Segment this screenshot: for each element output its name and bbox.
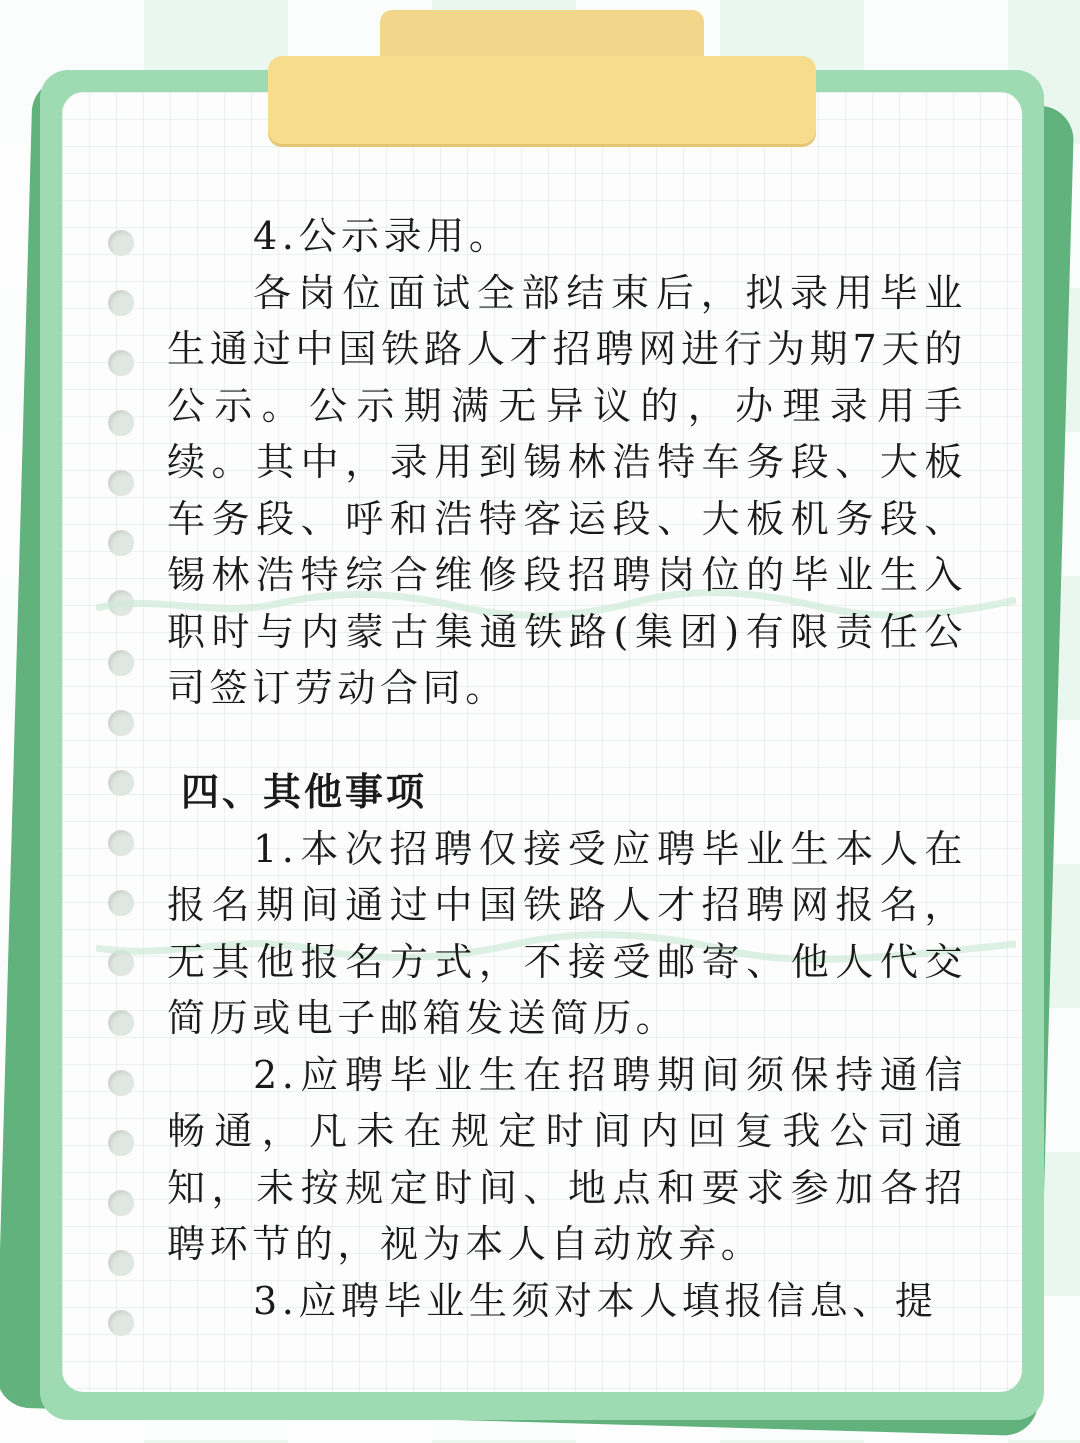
binder-ring (108, 230, 134, 256)
binder-ring (108, 1070, 134, 1096)
paragraph: 4.公示录用。 (253, 214, 512, 258)
binder-ring (108, 1130, 134, 1156)
paragraph: 各岗位面试全部结束后，拟录用毕业生通过中国铁路人才招聘网进行为期7天的公示。公示期满无异议的，办理录用手续。其中，录用到锡林浩特车务段、大板车务段、呼和浩特客运段、大板机务段、锡林浩特综合维修段招聘岗位的毕业生入职时与内蒙古集通铁路(集团)有限责任公司签订劳动合同。 (167, 270, 967, 710)
binder-ring (108, 1190, 134, 1216)
binder-ring (108, 770, 134, 796)
binder-ring (108, 470, 134, 496)
binder-ring (108, 890, 134, 916)
binder-ring (108, 1010, 134, 1036)
binder-ring (108, 830, 134, 856)
binder-ring (108, 290, 134, 316)
paragraph: 1.本次招聘仅接受应聘毕业生本人在报名期间通过中国铁路人才招聘网报名，无其他报名方式，不接受邮寄、他人代交简历或电子邮箱发送简历。 (167, 826, 967, 1040)
binder-ring (108, 650, 134, 676)
binder-ring (108, 410, 134, 436)
binder-ring (108, 1250, 134, 1276)
binder-ring (108, 350, 134, 376)
paragraph: 2.应聘毕业生在招聘期间须保持通信畅通，凡未在规定时间内回复我公司通知，未按规定时间、地点和要求参加各招聘环节的，视为本人自动放弃。 (167, 1052, 967, 1266)
tape-decoration (268, 56, 816, 144)
section-heading: 四、其他事项 (181, 769, 428, 814)
binder-ring (108, 1310, 134, 1336)
document-body (167, 208, 967, 1329)
paragraph: 3.应聘毕业生须对本人填报信息、提 (253, 1278, 938, 1323)
binder-ring (108, 530, 134, 556)
binder-ring (108, 710, 134, 736)
